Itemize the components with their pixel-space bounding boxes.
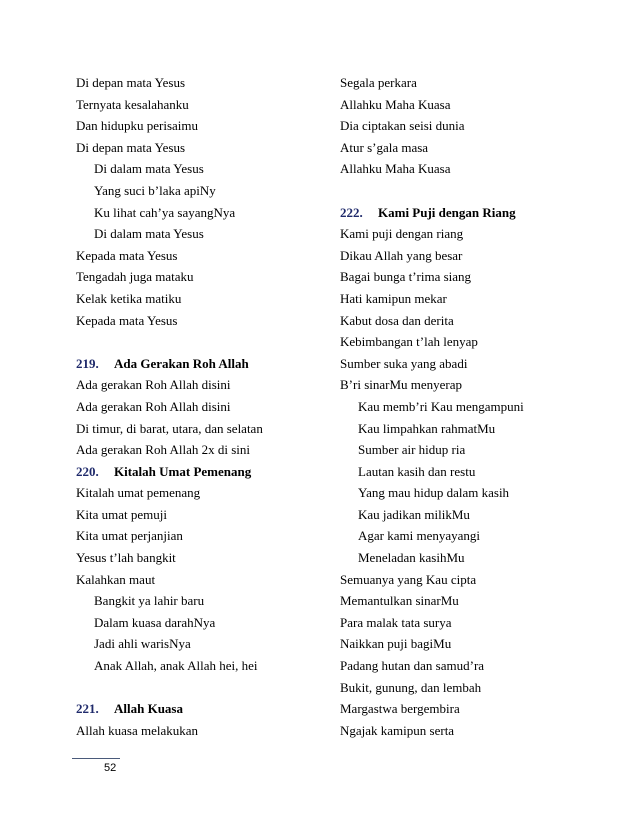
lyric-line: Sumber suka yang abadi [340, 355, 468, 371]
song-heading [76, 461, 326, 483]
lyric-line: Ada gerakan Roh Allah disini [76, 398, 231, 414]
lyric-line: Di depan mata Yesus [76, 139, 186, 155]
lyric-line: Kepada mata Yesus [76, 312, 178, 328]
lyric-line: Margastwa bergembira [340, 701, 460, 717]
song-heading [76, 353, 326, 375]
song-number: 220. [76, 463, 99, 479]
lyric-line: Hati kamipun mekar [340, 290, 447, 306]
lyric-line: Di depan mata Yesus [76, 75, 186, 90]
lyric-line: Ngajak kamipun serta [340, 722, 455, 738]
lyric-line: Padang hutan dan samud’ra [340, 658, 485, 674]
song-number: 219. [76, 355, 99, 371]
lyric-line-indented: Yang mau hidup dalam kasih [358, 485, 510, 501]
lyric-line-indented: Kau jadikan milikMu [358, 506, 470, 522]
song-heading [76, 698, 326, 720]
lyric-line-indented: Ku lihat cah’ya sayangNya [94, 204, 236, 220]
lyric-line: Yesus t’lah bangkit [76, 550, 176, 566]
song-title: Ada Gerakan Roh Allah [114, 355, 249, 371]
lyric-line: Kita umat perjanjian [76, 528, 183, 544]
song-number: 221. [76, 701, 99, 717]
lyric-line-indented: Kau memb’ri Kau mengampuni [358, 398, 524, 414]
blank-line [340, 180, 600, 202]
lyric-line: Naikkan puji bagiMu [340, 636, 452, 652]
lyric-line-indented: Anak Allah, anak Allah hei, hei [94, 658, 258, 674]
lyric-line: Tengadah juga mataku [76, 269, 194, 285]
lyric-line: Segala perkara [340, 75, 417, 90]
lyric-line: Bukit, gunung, dan lembah [340, 679, 482, 695]
right-column [340, 72, 600, 741]
lyric-line: Kita umat pemuji [76, 506, 167, 522]
lyric-line: Dan hidupku perisaimu [76, 118, 199, 134]
lyric-line: Allahku Maha Kuasa [340, 161, 451, 177]
lyric-line: Para malak tata surya [340, 614, 452, 630]
lyric-line: Ternyata kesalahanku [76, 96, 189, 112]
lyric-line-indented: Yang suci b’laka apiNy [94, 182, 216, 198]
lyric-line: Kami puji dengan riang [340, 226, 464, 242]
lyric-line: Bagai bunga t’rima siang [340, 269, 472, 285]
page-number: 52 [104, 762, 117, 774]
lyric-line: Kitalah umat pemenang [76, 485, 201, 501]
lyric-line-indented: Lautan kasih dan restu [358, 463, 476, 479]
song-title: Kami Puji dengan Riang [378, 204, 516, 220]
lyric-line-indented: Kau limpahkan rahmatMu [358, 420, 496, 436]
blank-line [76, 331, 326, 353]
lyric-line-indented: Agar kami menyayangi [358, 528, 481, 544]
lyric-line: Ada gerakan Roh Allah 2x di sini [76, 442, 251, 458]
footer-rule [72, 758, 120, 759]
left-column [76, 72, 326, 741]
lyric-line: Atur s’gala masa [340, 139, 429, 155]
lyric-line: Kalahkan maut [76, 571, 156, 587]
lyric-line: Ada gerakan Roh Allah disini [76, 377, 231, 393]
lyric-line: Kepada mata Yesus [76, 247, 178, 263]
lyric-line: Dia ciptakan seisi dunia [340, 118, 465, 134]
lyric-line: Kebimbangan t’lah lenyap [340, 334, 478, 350]
lyric-line: B’ri sinarMu menyerap [340, 377, 463, 393]
lyric-line: Kabut dosa dan derita [340, 312, 454, 328]
lyric-line: Allah kuasa melakukan [76, 722, 199, 738]
lyric-line: Memantulkan sinarMu [340, 593, 459, 609]
lyric-line-indented: Sumber air hidup ria [358, 442, 466, 458]
lyric-line-indented: Meneladan kasihMu [358, 550, 465, 566]
lyric-line-indented: Dalam kuasa darahNya [94, 614, 216, 630]
lyric-line-indented: Di dalam mata Yesus [94, 161, 204, 177]
lyric-line: Semuanya yang Kau cipta [340, 571, 477, 587]
song-title: Allah Kuasa [114, 701, 183, 717]
lyric-line: Allahku Maha Kuasa [340, 96, 451, 112]
blank-line [76, 677, 326, 699]
song-heading [340, 202, 600, 224]
lyric-line: Kelak ketika matiku [76, 290, 182, 306]
lyric-line-indented: Di dalam mata Yesus [94, 226, 204, 242]
song-number: 222. [340, 204, 363, 220]
lyric-line-indented: Jadi ahli warisNya [94, 636, 191, 652]
song-title: Kitalah Umat Pemenang [114, 463, 252, 479]
lyric-line: Di timur, di barat, utara, dan selatan [76, 420, 263, 436]
lyric-line: Dikau Allah yang besar [340, 247, 463, 263]
lyric-line-indented: Bangkit ya lahir baru [94, 593, 205, 609]
